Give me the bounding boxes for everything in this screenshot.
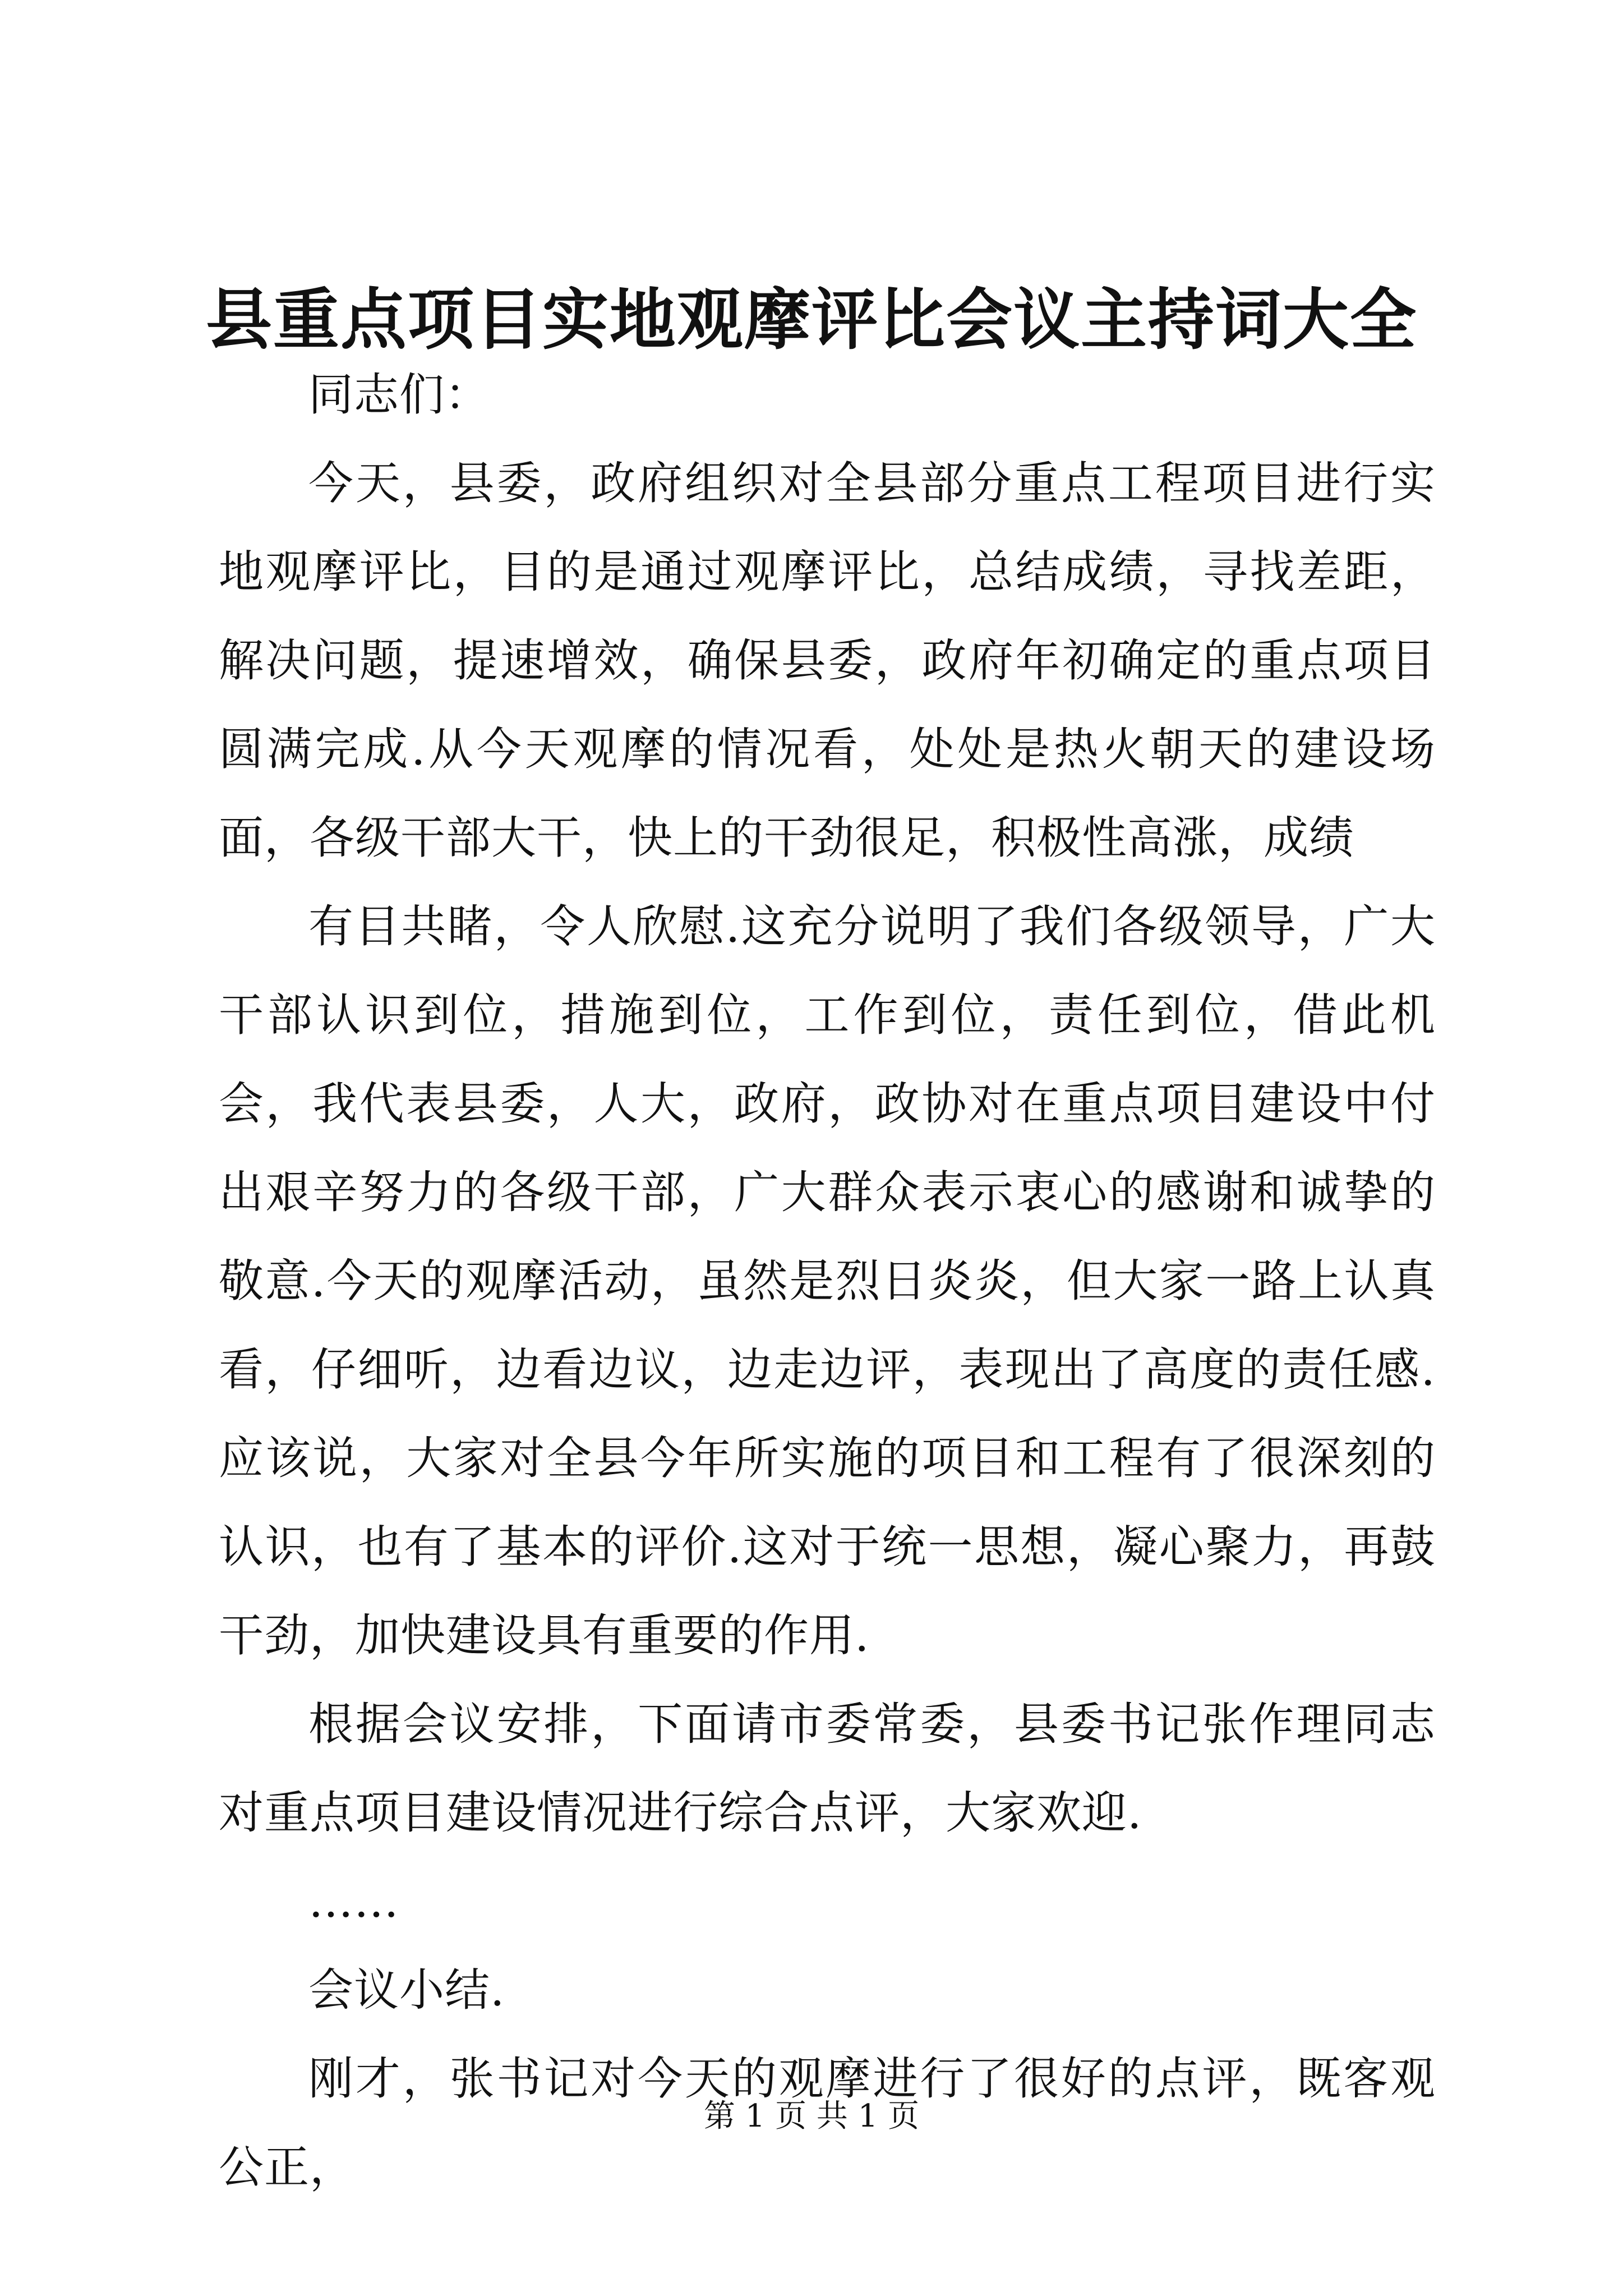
paragraph-appreciation: 有目共睹，令人欣慰.这充分说明了我们各级领导，广大干部认识到位，措施到位，工作到位，责任到位，借此机会，我代表县委，人大，政府，政协对在重点项目建设中付出艰辛努力的各级干部，广大群众表示衷心的感谢和诚挚的敬意.今天的观摩活动，虽然是烈日炎炎，但大家一路上认真看，仔细听，边看边议，边走边评，表现出了高度的责任感.应该说，大家对全县今年所实施的项目和工程有了很深刻的认识，也有了基本的评价.这对于统一思想，凝心聚力，再鼓干劲，加快建设具有重要的作用. [219,900,1436,1662]
paragraph-salutation: 同志们： [308,369,490,421]
document-body [219,351,1436,2212]
paragraph-summary: 刚才，张书记对今天的观摩进行了很好的点评，既客观公正， [219,2053,1436,2193]
document-title: 县重点项目实地观摩评比会议主持词大全 [205,280,1417,358]
paragraph-opening: 今天，县委，政府组织对全县部分重点工程项目进行实地观摩评比，目的是通过观摩评比，总结成绩，寻找差距，解决问题，提速增效，确保县委，政府年初确定的重点项目圆满完成.从今天观摩的情况看，处处是热火朝天的建设场面，各级干部大干，快上的干劲很足，积极性高涨，成绩 [219,457,1436,864]
page-footer: 第 1 页 共 1 页 [703,2098,920,2134]
paragraph-agenda: 根据会议安排，下面请市委常委，县委书记张作理同志对重点项目建设情况进行综合点评，大家欢迎. [219,1698,1436,1839]
paragraph-summary-heading: 会议小结. [308,1964,505,2016]
paragraph-ellipsis: …… [308,1875,399,1927]
